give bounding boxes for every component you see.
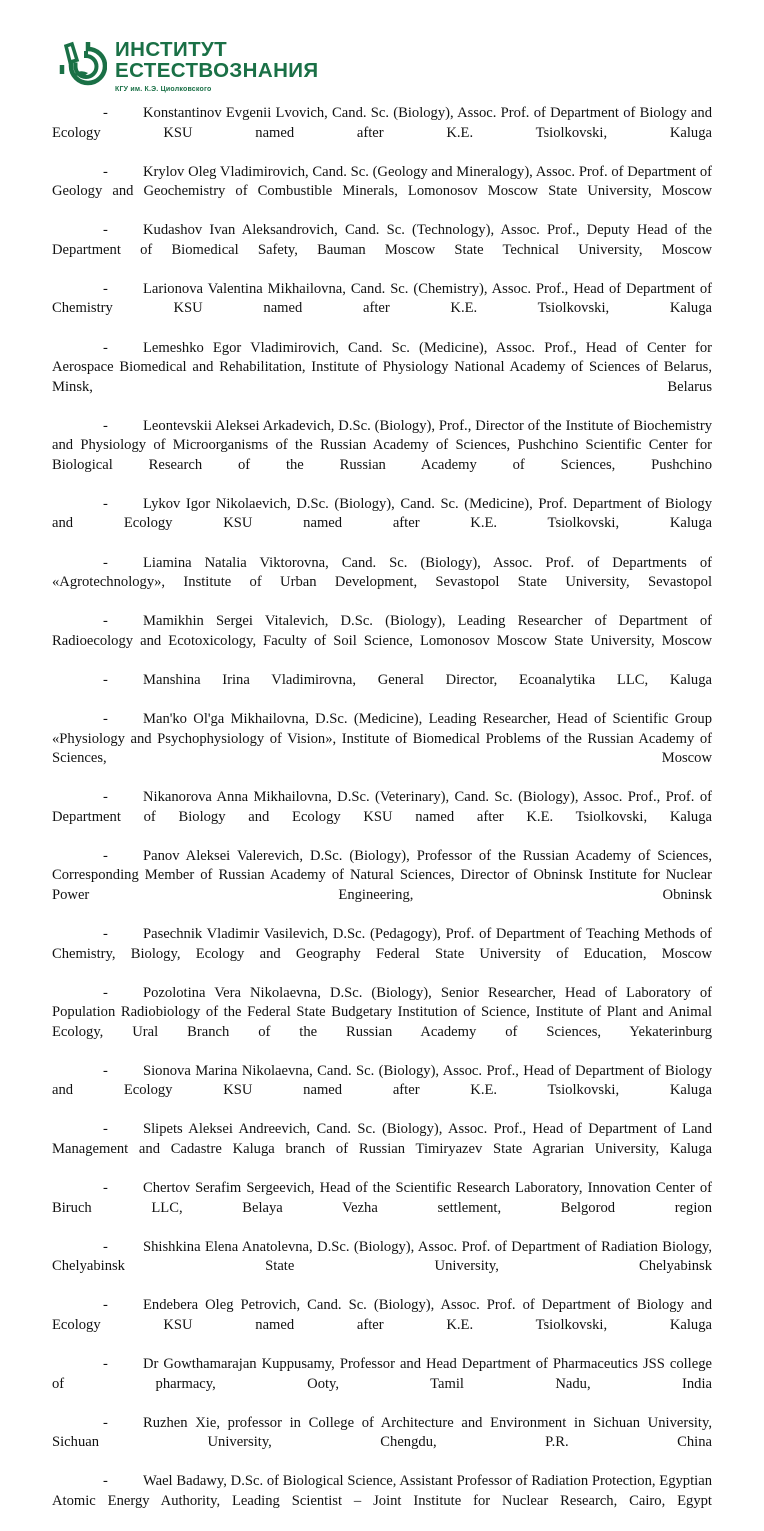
list-item-text: Manshina Irina Vladimirovna, General Director, Ecoanalytika LLC, Kaluga (143, 671, 712, 688)
list-item (52, 984, 712, 1062)
list-bullet: - (103, 1180, 108, 1197)
list-item-text: Mamikhin Sergei Vitalevich, D.Sc. (Biology), Leading Researcher of Department of Radioecology and Ecotoxicology, Faculty of Soil Science, Lomonosov Moscow State University, Moscow (52, 613, 712, 649)
list-bullet: - (103, 495, 108, 512)
list-item-text: Chertov Serafim Sergeevich, Head of the Scientific Research Laboratory, Innovation Center of Biruch LLC, Belaya Vezha settlement, Belgorod region (52, 1180, 712, 1216)
list-bullet: - (103, 671, 108, 688)
list-item (52, 1414, 712, 1473)
list-item (52, 1062, 712, 1121)
list-item (52, 1179, 712, 1238)
list-item (52, 1120, 712, 1179)
list-item (52, 163, 712, 222)
list-item (52, 788, 712, 847)
list-item-text: Liamina Natalia Viktorovna, Cand. Sc. (Biology), Assoc. Prof. of Departments of «Agrotechnology», Institute of Urban Development, Sevastopol State University, Sevastopol (52, 554, 712, 591)
list-item (52, 1472, 712, 1531)
list-bullet: - (103, 339, 108, 356)
list-item-text: Nikanorova Anna Mikhailovna, D.Sc. (Veterinary), Cand. Sc. (Biology), Assoc. Prof., Prof. of Department of Biology and Ecology KSU named after K.E. Tsiolkovski, Kaluga (52, 789, 712, 825)
list-item-text: Panov Aleksei Valerevich, D.Sc. (Biology), Professor of the Russian Academy of Sciences, Corresponding Member of Russian Academy of Natural Sciences, Director of Obninsk Institute for Nuclear Power Engineering, Obninsk (52, 847, 712, 903)
list-item (52, 925, 712, 984)
list-item-text: Pozolotina Vera Nikolaevna, D.Sc. (Biology), Senior Researcher, Head of Laboratory of Population Radiobiology of the Federal State Budgetary Institution of Science, Institute of Plant and Animal Ecology, Ural Branch of the Russian Academy of Sciences, Yekaterinburg (52, 984, 712, 1040)
list-item (52, 1355, 712, 1414)
list-bullet: - (103, 1121, 108, 1138)
list-item-text: Lykov Igor Nikolaevich, D.Sc. (Biology), Cand. Sc. (Medicine), Prof. Department of Biology and Ecology KSU named after K.E. Tsiolkovski, Kaluga (52, 495, 712, 532)
list-item-text: Leontevskii Aleksei Arkadevich, D.Sc. (Biology), Prof., Director of the Institute of Biochemistry and Physiology of Microorganisms of the Russian Academy of Sciences, Pushchino Scientific Center for Biological Research of the Russian Academy of Sciences, Pushchino (52, 417, 712, 473)
editorial-board-list (52, 104, 712, 1531)
list-bullet: - (103, 554, 108, 571)
list-item (52, 847, 712, 925)
list-bullet: - (103, 163, 108, 180)
list-bullet: - (103, 1062, 108, 1079)
list-item (52, 671, 712, 710)
list-bullet: - (103, 105, 108, 121)
list-item-text: Kudashov Ivan Aleksandrovich, Cand. Sc. (Technology), Assoc. Prof., Deputy Head of the Department of Biomedical Safety, Bauman Moscow State Technical University, Moscow (52, 222, 712, 258)
list-item-text: Konstantinov Evgenii Lvovich, Cand. Sc. (Biology), Assoc. Prof. of Department of Biology and Ecology KSU named after K.E. Tsiolkovski, Kaluga (52, 105, 712, 141)
list-item-text: Shishkina Elena Anatolevna, D.Sc. (Biology), Assoc. Prof. of Department of Radiation Biology, Chelyabinsk State University, Chelyabinsk (52, 1238, 712, 1275)
list-item (52, 417, 712, 495)
list-item (52, 280, 712, 339)
list-item-text: Ruzhen Xie, professor in College of Architecture and Environment in Sichuan University, Sichuan University, Chengdu, P.R. China (52, 1414, 712, 1451)
list-item (52, 554, 712, 613)
list-bullet: - (103, 280, 108, 297)
list-item (52, 1238, 712, 1297)
brand-text-block (115, 38, 319, 95)
list-bullet: - (103, 1414, 108, 1431)
list-bullet: - (103, 222, 108, 239)
list-bullet: - (103, 925, 108, 942)
list-item-text: Endebera Oleg Petrovich, Cand. Sc. (Biology), Assoc. Prof. of Department of Biology and Ecology KSU named after K.E. Tsiolkovski, Kaluga (52, 1297, 712, 1333)
list-item-text: Larionova Valentina Mikhailovna, Cand. Sc. (Chemistry), Assoc. Prof., Head of Department of Chemistry KSU named after K.E. Tsiolkovski, Kaluga (52, 280, 712, 317)
brand-subtitle: КГУ им. К.Э. Циолковского (115, 86, 212, 93)
list-item-text: Sionova Marina Nikolaevna, Cand. Sc. (Biology), Assoc. Prof., Head of Department of Biology and Ecology KSU named after K.E. Tsiolkovski, Kaluga (52, 1062, 712, 1099)
list-item (52, 1296, 712, 1355)
list-item (52, 339, 712, 417)
list-item (52, 104, 712, 163)
list-bullet: - (103, 1238, 108, 1255)
list-item (52, 710, 712, 788)
list-item-text: Slipets Aleksei Andreevich, Cand. Sc. (Biology), Assoc. Prof., Head of Department of Land Management and Cadastre Kaluga branch of Russian Timiryazev State Agrarian University, Kaluga (52, 1121, 712, 1157)
list-item-text: Krylov Oleg Vladimirovich, Cand. Sc. (Geology and Mineralogy), Assoc. Prof. of Department of Geology and Geochemistry of Combustible Minerals, Lomonosov Moscow State University, Moscow (52, 163, 712, 200)
list-bullet: - (103, 1473, 108, 1490)
list-item (52, 221, 712, 280)
list-bullet: - (103, 417, 108, 434)
list-item-text: Dr Gowthamarajan Kuppusamy, Professor and Head Department of Pharmaceutics JSS college of pharmacy, Ooty, Tamil Nadu, India (52, 1356, 712, 1392)
list-bullet: - (103, 984, 108, 1001)
institute-logo-header (57, 38, 319, 95)
brand-line-institute: ИНСТИТУТ (115, 38, 228, 61)
list-item (52, 495, 712, 554)
list-item (52, 612, 712, 671)
list-bullet: - (103, 847, 108, 864)
institute-flask-leaf-emblem (57, 38, 107, 90)
list-item-text: Man'ko Ol'ga Mikhailovna, D.Sc. (Medicine), Leading Researcher, Head of Scientific Group «Physiology and Psychophysiology of Vision», Institute of Biomedical Problems of the Russian Academy of Sciences, Moscow (52, 710, 712, 767)
list-item-text: Pasechnik Vladimir Vasilevich, D.Sc. (Pedagogy), Prof. of Department of Teaching Methods of Chemistry, Biology, Ecology and Geography Federal State University of Education, Moscow (52, 925, 712, 962)
list-bullet: - (103, 1356, 108, 1372)
list-bullet: - (103, 789, 108, 806)
list-bullet: - (103, 613, 108, 630)
brand-line-estestvoznaniya: ЕСТЕСТВОЗНАНИЯ (115, 59, 319, 82)
list-bullet: - (103, 1297, 108, 1314)
list-item-text: Wael Badawy, D.Sc. of Biological Science, Assistant Professor of Radiation Protection, Egyptian Atomic Energy Authority, Leading Scientist – Joint Institute for Nuclear Research, Cairo, Egypt (52, 1473, 712, 1509)
list-item-text: Lemeshko Egor Vladimirovich, Cand. Sc. (Medicine), Assoc. Prof., Head of Center for Aerospace Biomedical and Rehabilitation, Institute of Physiology National Academy of Sciences of Belarus, Minsk, Belarus (52, 339, 712, 395)
list-bullet: - (103, 710, 108, 727)
